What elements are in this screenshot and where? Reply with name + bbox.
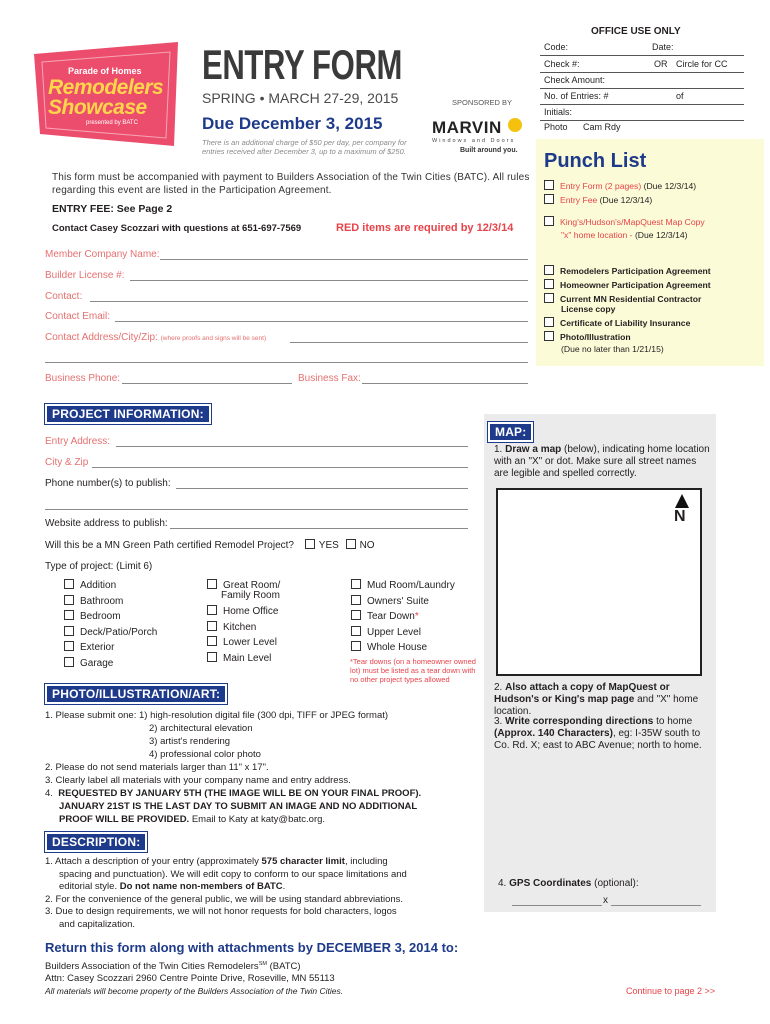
contact-address-field[interactable] — [290, 342, 528, 343]
punch-item-photo-due — [561, 344, 664, 354]
return-instructions: Return this form along with attachments by DECEMBER 3, 2014 to: — [45, 940, 459, 955]
punch-item-label: Current MN Residential Contractor — [560, 294, 702, 304]
entry-fee-label: ENTRY FEE: See Page 2 — [52, 203, 173, 215]
office-code-label: Code: — [544, 42, 569, 52]
project-info-heading: PROJECT INFORMATION: — [45, 404, 211, 424]
contact-address-note: (where proofs and signs will be sent) — [160, 335, 267, 342]
checkbox[interactable] — [544, 180, 554, 190]
punch-item-due: (Due 12/3/14) — [643, 181, 697, 191]
yes-label: YES — [318, 540, 339, 551]
tear-down-note: *Tear downs (on a homeowner owned lot) must be listed as a tear down with no other project types allowed — [350, 657, 476, 684]
checkbox[interactable] — [207, 652, 217, 662]
checkbox[interactable] — [544, 216, 554, 226]
logo-text-remodelers: Remodelers — [48, 76, 164, 99]
punch-item-label: Certificate of Liability Insurance — [560, 318, 691, 328]
checkbox[interactable] — [64, 579, 74, 589]
item-bold: Write corresponding directions — [505, 716, 654, 727]
green-path-question — [45, 539, 375, 551]
punch-item-insurance[interactable] — [544, 317, 690, 328]
type-label: Family Room — [221, 590, 280, 601]
photo-line: JANUARY 21ST IS THE LAST DAY TO SUBMIT AN IMAGE AND NO ADDITIONAL — [59, 801, 418, 812]
checkbox[interactable] — [544, 331, 554, 341]
marvin-subtitle: Windows and Doors — [432, 138, 516, 144]
type-label: Mud Room/Laundry — [367, 580, 455, 591]
checkbox[interactable] — [544, 317, 554, 327]
phones-label: Phone number(s) to publish: — [45, 478, 171, 489]
punch-item-label: Entry Fee — [560, 195, 598, 205]
description-line — [45, 881, 485, 894]
photo-line: 4. REQUESTED BY JANUARY 5TH (THE IMAGE WILL BE ON YOUR FINAL PROOF). — [45, 788, 422, 799]
logo-text-showcase: Showcase — [48, 96, 147, 119]
desc-bold: Do not name non-members of BATC — [119, 881, 283, 892]
contact-email-label: Contact Email: — [45, 311, 111, 322]
desc-text: 1. Attach a description of your entry (approximately — [45, 856, 262, 867]
punch-item-label: (Due no later than 1/21/15) — [561, 344, 664, 354]
description-line — [45, 856, 485, 869]
item-bold: Also attach a copy of MapQuest or Hudson's or King's map page — [494, 682, 670, 705]
map-heading: MAP: — [488, 422, 533, 442]
north-label: N — [674, 508, 686, 525]
checkbox[interactable] — [207, 579, 217, 589]
phones-field[interactable] — [176, 488, 468, 489]
type-label: Garage — [80, 658, 114, 669]
punch-item-label: "x" home location - — [561, 230, 633, 240]
type-label: Bedroom — [80, 611, 121, 622]
office-amount-row — [540, 72, 744, 89]
return-address — [45, 958, 343, 997]
photo-line: 1. Please submit one: 1) high-resolution digital file (300 dpi, TIFF or JPEG format) — [45, 710, 389, 721]
checkbox[interactable] — [351, 610, 361, 620]
desc-text: editorial style. — [59, 881, 120, 892]
office-entries-label: No. of Entries: # — [544, 91, 609, 101]
service-mark: SM — [258, 961, 267, 967]
map-instruction-3 — [494, 716, 714, 752]
phones-field-2[interactable] — [45, 509, 468, 510]
address-line — [45, 958, 343, 973]
yes-checkbox[interactable] — [305, 539, 315, 549]
address-line: Attn: Casey Scozzari 2960 Centre Pointe Drive, Roseville, MN 55113 — [45, 973, 335, 985]
member-company-label: Member Company Name: — [45, 249, 160, 260]
type-deck[interactable] — [64, 626, 157, 638]
tear-down-star: * — [414, 611, 419, 622]
entry-address-label: Entry Address: — [45, 436, 111, 447]
item-number: 1. — [494, 444, 503, 455]
item-bold: GPS Coordinates — [509, 878, 592, 889]
punch-item-label: License copy — [561, 304, 616, 314]
green-path-text: Will this be a MN Green Path certified Remodel Project? — [45, 540, 294, 551]
punch-item-map-copy[interactable] — [544, 216, 705, 227]
type-label: Kitchen — [223, 622, 257, 633]
type-label: Addition — [80, 580, 117, 591]
punch-list-title: Punch List — [544, 150, 647, 172]
map-instruction-2 — [494, 682, 714, 718]
checkbox[interactable] — [544, 293, 554, 303]
office-camrdy-label: Cam Rdy — [583, 122, 621, 132]
description-heading: DESCRIPTION: — [45, 832, 147, 852]
office-or-label: OR — [654, 59, 668, 69]
event-dates: SPRING • MARCH 27-29, 2015 — [202, 90, 399, 106]
required-note: RED items are required by 12/3/14 — [336, 222, 514, 234]
checkbox[interactable] — [351, 595, 361, 605]
business-phone-field[interactable] — [122, 383, 292, 384]
office-check-label: Check #: — [544, 59, 580, 69]
punch-item-entry-form[interactable] — [544, 180, 696, 191]
office-amount-label: Check Amount: — [544, 75, 606, 85]
builder-license-field[interactable] — [130, 280, 528, 281]
marvin-logo — [430, 116, 530, 160]
map-instruction-4 — [498, 878, 639, 889]
punch-item-remodelers-agreement[interactable] — [544, 265, 711, 276]
punch-item-label: Entry Form (2 pages) — [560, 181, 642, 191]
photo-text: Email to Katy at katy@batc.org. — [189, 814, 326, 825]
description-instructions — [45, 856, 485, 931]
city-zip-label: City & Zip — [45, 457, 89, 468]
type-owners-suite[interactable] — [351, 595, 429, 607]
office-code-row — [540, 39, 744, 56]
contact-address-text: Contact Address/City/Zip: — [45, 332, 158, 343]
type-label: Main Level — [223, 653, 272, 664]
punch-item-entry-fee[interactable] — [544, 194, 652, 205]
desc-text: . — [282, 881, 286, 892]
checkbox[interactable] — [351, 626, 361, 636]
sponsored-by-label: SPONSORED BY — [452, 98, 513, 107]
checkbox[interactable] — [207, 621, 217, 631]
address-text: (BATC) — [266, 961, 301, 973]
business-fax-label: Business Fax: — [298, 373, 361, 384]
checkbox[interactable] — [207, 636, 217, 646]
member-company-field[interactable] — [160, 259, 528, 260]
punch-item-license-copy — [561, 304, 615, 314]
item-bold: (Approx. 140 Characters) — [494, 728, 613, 739]
type-garage[interactable] — [64, 657, 113, 669]
item-text: , eg: I-35W south to Co. Rd. X; east to ABC Avenue; north to home. — [494, 728, 702, 751]
item-number: 3. — [494, 716, 503, 727]
checkbox[interactable] — [64, 595, 74, 605]
office-initials-label: Initials: — [544, 107, 573, 117]
item-text: (below), indicating home location with an "X" or dot. Make sure all street names are legible and spelled correctly. — [494, 444, 710, 479]
description-line: and capitalization. — [59, 918, 136, 930]
checkbox[interactable] — [351, 641, 361, 651]
punch-item-label: Photo/Illustration — [560, 332, 631, 342]
contact-label: Contact: — [45, 291, 83, 302]
type-upper-level[interactable] — [351, 626, 421, 638]
business-phone-label: Business Phone: — [45, 373, 121, 384]
description-line: 2. For the convenience of the general public, we will be using standard abbreviations. — [45, 893, 404, 905]
website-label: Website address to publish: — [45, 518, 168, 529]
checkbox[interactable] — [544, 279, 554, 289]
address-text: Builders Association of the Twin Cities Remodelers — [45, 961, 259, 973]
punch-item-photo[interactable] — [544, 331, 631, 342]
city-zip-field[interactable] — [92, 467, 468, 468]
photo-bold-text: PROOF WILL BE PROVIDED. — [59, 814, 190, 825]
office-date-label: Date: — [652, 42, 674, 52]
builder-license-label: Builder License #: — [45, 270, 125, 281]
item-number: 2. — [494, 682, 503, 693]
punch-item-contractor-license[interactable] — [544, 293, 701, 304]
logo-text-batc: presented by BATC — [86, 120, 138, 126]
map-instruction-1 — [494, 444, 710, 480]
checkbox[interactable] — [64, 610, 74, 620]
checkbox[interactable] — [544, 194, 554, 204]
contact-email-field[interactable] — [115, 321, 528, 322]
type-label: Upper Level — [367, 627, 421, 638]
logo-text-parade: Parade of Homes — [68, 66, 142, 76]
no-label: NO — [359, 540, 375, 551]
description-line: 3. Due to design requirements, we will not honor requests for bold characters, logos — [45, 906, 397, 917]
entry-address-field[interactable] — [116, 446, 468, 447]
item-text: (optional): — [591, 878, 639, 889]
due-date: Due December 3, 2015 — [202, 114, 383, 133]
type-label: Home Office — [223, 606, 279, 617]
photo-instructions — [45, 709, 485, 826]
gps-x-label: x — [603, 895, 608, 906]
gps-latitude-field[interactable] — [512, 905, 602, 906]
type-label: Owners' Suite — [367, 596, 429, 607]
remodelers-showcase-logo — [28, 38, 186, 150]
continue-page-2-link[interactable]: Continue to page 2 >> — [626, 986, 716, 996]
item-number: 4. — [498, 878, 507, 889]
checkbox[interactable] — [544, 265, 554, 275]
office-cc-label: Circle for CC — [676, 59, 728, 69]
checkbox[interactable] — [207, 605, 217, 615]
gps-longitude-field[interactable] — [611, 905, 701, 906]
photo-line: 3) artist's rendering — [149, 736, 231, 747]
checkbox[interactable] — [64, 657, 74, 667]
photo-line: 4) professional color photo — [149, 749, 261, 760]
punch-item-homeowner-agreement[interactable] — [544, 279, 711, 290]
photo-line: 2. Please do not send materials larger than 11" x 17". — [45, 762, 269, 773]
project-type-label: Type of project: (Limit 6) — [45, 561, 153, 572]
type-label: Deck/Patio/Porch — [80, 627, 158, 638]
office-check-row — [540, 56, 744, 73]
photo-line — [45, 813, 485, 826]
type-exterior[interactable] — [64, 641, 114, 653]
item-text: and "X" home location. — [494, 694, 699, 717]
business-fax-field[interactable] — [362, 383, 528, 384]
punch-item-label: Homeowner Participation Agreement — [560, 280, 711, 290]
type-label: Tear Down — [367, 611, 415, 622]
checkbox[interactable] — [64, 626, 74, 636]
late-fee-note: There is an additional charge of $50 per day, per company for entries received after December 3, up to a maximum of $250. — [202, 138, 407, 157]
type-home-office[interactable] — [207, 605, 278, 617]
photo-line: 2) architectural elevation — [149, 723, 253, 734]
type-main-level[interactable] — [207, 652, 271, 664]
website-field[interactable] — [170, 528, 468, 529]
type-tear-down[interactable] — [351, 610, 419, 622]
item-text: to home — [653, 716, 693, 727]
map-drawing-area[interactable] — [496, 488, 702, 676]
photo-heading: PHOTO/ILLUSTRATION/ART: — [45, 684, 227, 704]
page-title: ENTRY FORM — [202, 41, 403, 88]
materials-note: All materials will become property of the Builders Association of the Twin Cities. — [45, 986, 344, 997]
type-addition[interactable] — [64, 579, 116, 591]
item-bold: Draw a map — [505, 444, 562, 455]
type-label: Exterior — [80, 642, 115, 653]
type-kitchen[interactable] — [207, 621, 256, 633]
description-line: spacing and punctuation). We will edit copy to conform to our space limitations and — [59, 868, 407, 880]
north-arrow-icon — [674, 494, 689, 525]
type-bathroom[interactable] — [64, 595, 123, 607]
type-mud-room[interactable] — [351, 579, 455, 591]
photo-bold-text: REQUESTED BY JANUARY 5TH (THE IMAGE WILL BE ON YOUR FINAL PROOF). — [58, 788, 422, 799]
contact-address-label — [45, 332, 266, 343]
type-label: Great Room/ — [223, 580, 281, 591]
punch-item-home-location — [561, 230, 688, 240]
office-use-title: OFFICE USE ONLY — [591, 26, 681, 37]
office-photo-row — [540, 119, 744, 136]
desc-text: , including — [344, 856, 388, 867]
contact-address-field-2[interactable] — [45, 362, 528, 363]
punch-item-label: King's/Hudson's/MapQuest Map Copy — [560, 217, 705, 227]
intro-text: This form must be accompanied with payment to Builders Association of the Twin Cities (BATC). All rules regarding this event are listed in the Participation Agreement. — [52, 172, 530, 196]
photo-line: 3. Clearly label all materials with your company name and entry address. — [45, 775, 351, 786]
checkbox[interactable] — [351, 579, 361, 589]
office-photo-label: Photo — [544, 122, 568, 132]
contact-casey: Contact Casey Scozzari with questions at 651-697-7569 — [52, 223, 302, 234]
punch-item-due: (Due 12/3/14) — [634, 230, 688, 240]
contact-field[interactable] — [90, 301, 528, 302]
marvin-tagline: Built around you. — [460, 147, 518, 154]
checkbox[interactable] — [64, 641, 74, 651]
type-whole-house[interactable] — [351, 641, 427, 653]
type-lower-level[interactable] — [207, 636, 277, 648]
punch-item-due: (Due 12/3/14) — [599, 195, 653, 205]
marvin-wordmark: MARVIN — [432, 118, 502, 137]
no-checkbox[interactable] — [346, 539, 356, 549]
punch-item-label: Remodelers Participation Agreement — [560, 266, 711, 276]
type-label: Lower Level — [223, 637, 277, 648]
sun-icon — [508, 118, 522, 132]
type-label: Whole House — [367, 642, 428, 653]
type-label: Bathroom — [80, 596, 124, 607]
type-family-room — [221, 590, 280, 601]
office-of-label: of — [676, 91, 684, 101]
office-entries-row — [540, 88, 744, 105]
type-bedroom[interactable] — [64, 610, 121, 622]
desc-bold: 575 character limit — [261, 856, 345, 867]
